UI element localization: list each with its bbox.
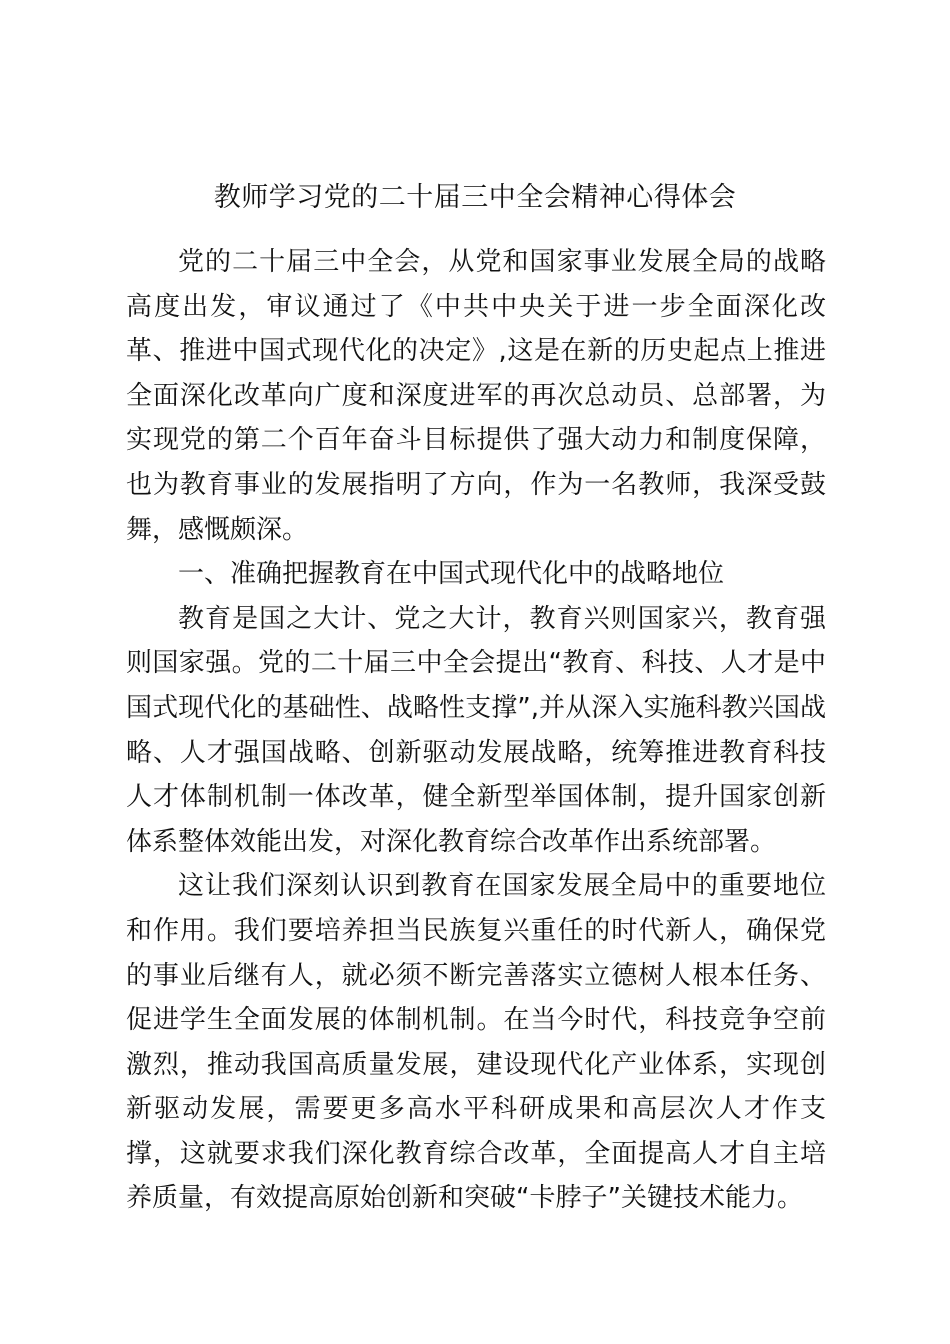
document-body: [126, 240, 826, 1221]
section-heading-1: 一、准确把握教育在中国式现代化中的战略地位: [178, 559, 725, 590]
paragraph-education-importance: 教育是国之大计、党之大计，教育兴则国家兴，教育强则国家强。党的二十届三中全会提出“教育、科技、人才是中国式现代化的基础性、战略性支撑”,并从深入实施科教兴国战略、人才强国战略、创新驱动发展战略，统筹推进教育科技人才体制机制一体改革，健全新型举国体制，提升国家创新体系整体效能出发，对深化教育综合改革作出系统部署。: [126, 603, 826, 857]
document-title: 教师学习党的二十届三中全会精神心得体会: [213, 182, 737, 213]
paragraph-education-role: 这让我们深刻认识到教育在国家发展全局中的重要地位和作用。我们要培养担当民族复兴重任的时代新人，确保党的事业后继有人，就必须不断完善落实立德树人根本任务、促进学生全面发展的体制机制。在当今时代，科技竞争空前激烈，推动我国高质量发展，建设现代化产业体系，实现创新驱动发展，需要更多高水平科研成果和高层次人才作支撑，这就要求我们深化教育综合改革，全面提高人才自主培养质量，有效提高原始创新和突破“卡脖子”关键技术能力。: [126, 871, 826, 1214]
paragraph-intro: 党的二十届三中全会，从党和国家事业发展全局的战略高度出发，审议通过了《中共中央关于进一步全面深化改革、推进中国式现代化的决定》,这是在新的历史起点上推进全面深化改革向广度和深度进军的再次总动员、总部署，为实现党的第二个百年奋斗目标提供了强大动力和制度保障，也为教育事业的发展指明了方向，作为一名教师，我深受鼓舞，感慨颇深。: [126, 247, 826, 545]
